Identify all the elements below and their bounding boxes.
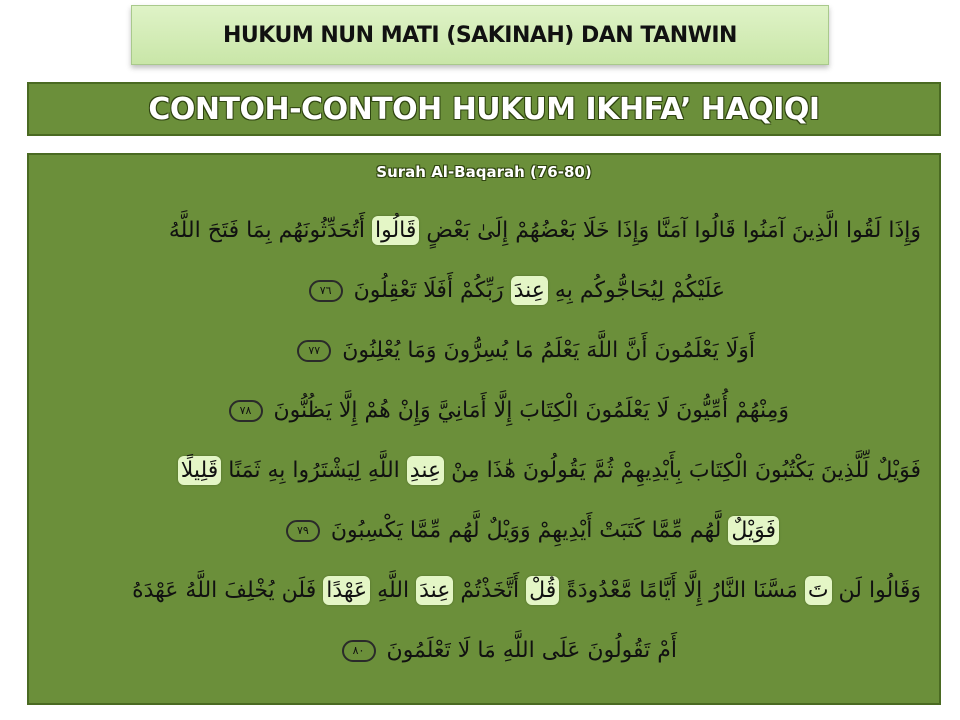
verse-line-2 [305,271,725,311]
verse-text: أَمْ تَقُولُونَ عَلَى اللَّهِ مَا لَا تَعْلَمُونَ [386,638,677,663]
verse-text: رَبِّكُمْ أَفَلَا تَعْقِلُونَ [353,278,504,303]
verse-text: عَلَيْكُمْ لِيُحَاجُّوكُم بِهِ [554,278,725,303]
verse-line-8 [338,631,677,671]
verse-text: أَوَلَا يَعْلَمُونَ أَنَّ اللَّهَ يَعْلَمُ مَا يُسِرُّونَ وَمَا يُعْلِنُونَ [342,338,755,363]
verse-text: أَتَّخَذْتُمْ [460,578,520,603]
ikhfa-highlight: عَهْدًا [323,576,370,605]
ayah-number-marker: ٧٦ [309,280,343,302]
verse-panel [27,153,941,705]
ikhfa-highlight: فَوَيْلٌ [728,516,779,545]
verse-text: اللَّهِ لِيَشْتَرُوا بِهِ [267,458,400,483]
ayah-number-marker: ٧٩ [286,520,320,542]
verse-line-4 [225,391,790,431]
verse-text: مَسَّنَا النَّارُ إِلَّا أَيَّامًا مَّعْدُودَةً [566,578,798,603]
ikhfa-highlight: عِندَ [416,576,453,605]
verse-text: لَّهُم مِّمَّا كَتَبَتْ أَيْدِيهِمْ وَوَيْلٌ لَّهُم مِّمَّا يَكْسِبُونَ [330,518,722,543]
ayah-number-marker: ٧٨ [229,400,263,422]
ayah-number-marker: ٧٧ [297,340,331,362]
title-banner [131,5,829,65]
surah-title: Surah Al-Baqarah (76-80) [376,163,592,181]
ikhfa-highlight: عِندِ [407,456,444,485]
verse-line-6 [282,511,779,551]
ikhfa-highlight: قَالُوا [372,216,419,245]
verse-line-5 [178,451,921,491]
ikhfa-highlight: قَلِيلًا [178,456,222,485]
verse-text: ثَمَنًا [228,458,261,483]
verse-text: فَلَن يُخْلِفَ اللَّهُ عَهْدَهُ [132,578,317,603]
section-header: CONTOH-CONTOH HUKUM IKHFA’ HAQIQI [148,91,820,127]
section-header-banner [27,82,941,136]
verse-line-7 [132,571,921,611]
verse-line-3 [293,331,755,371]
ayah-number-marker: ٨٠ [342,640,376,662]
verse-text: وَمِنْهُمْ أُمِّيُّونَ لَا يَعْلَمُونَ الْكِتَابَ إِلَّا أَمَانِيَّ وَإِنْ هُمْ إِلَّا يَظُنُّونَ [273,398,789,423]
verse-text: وَقَالُوا لَن [838,578,921,603]
verse-text: فَوَيْلٌ لِّلَّذِينَ يَكْتُبُونَ الْكِتَابَ بِأَيْدِيهِمْ ثُمَّ يَقُولُونَ هَٰذَا مِنْ [451,458,921,483]
ikhfa-highlight: قُلْ [526,576,559,605]
ikhfa-highlight: تَ [805,576,832,605]
ikhfa-highlight: عِندَ [511,276,548,305]
verse-text: وَإِذَا لَقُوا الَّذِينَ آمَنُوا قَالُوا آمَنَّا وَإِذَا خَلَا بَعْضُهُمْ إِلَىٰ بَعْضٍ [426,218,921,243]
verse-line-1 [169,211,921,251]
page-title: HUKUM NUN MATI (SAKINAH) DAN TANWIN [223,22,737,48]
verse-text: أَتُحَدِّثُونَهُم بِمَا فَتَحَ اللَّهُ [168,218,365,243]
verse-text: اللَّهِ [377,578,410,603]
